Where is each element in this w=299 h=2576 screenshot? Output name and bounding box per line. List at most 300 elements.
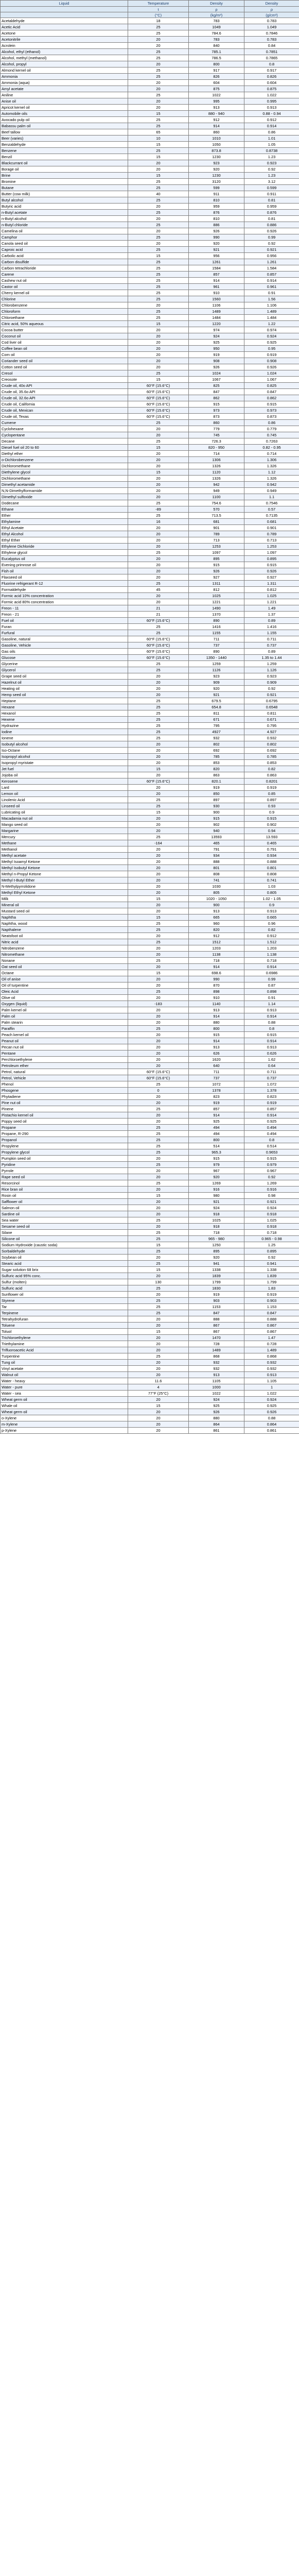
density-kgm3-cell: 873 <box>189 414 244 420</box>
density-kgm3-cell: 1489 <box>189 309 244 315</box>
density-kgm3-cell: 1097 <box>189 550 244 556</box>
table-row <box>1 1224 299 1230</box>
density-gcm3-cell: 0.925 <box>244 1118 299 1125</box>
temperature-cell: 20 <box>128 816 189 822</box>
density-kgm3-cell: 924 <box>189 333 244 340</box>
density-kgm3-cell: 494 <box>189 1131 244 1137</box>
temperature-cell: 20 <box>128 976 189 982</box>
table-row <box>1 778 299 785</box>
density-kgm3-cell: 840 <box>189 43 244 49</box>
liquid-name-cell: Water - heavy <box>1 1378 128 1384</box>
density-gcm3-cell: 1.025 <box>244 593 299 599</box>
density-gcm3-cell: 0.909 <box>244 680 299 686</box>
table-row <box>1 587 299 593</box>
liquid-name-cell: n-Butyl chloride <box>1 222 128 228</box>
liquid-name-cell: Canola seed oil <box>1 241 128 247</box>
density-gcm3-cell: 1.1 <box>244 494 299 500</box>
table-row <box>1 729 299 735</box>
liquid-name-cell: Hexanol <box>1 710 128 717</box>
liquid-name-cell: Automobile oils <box>1 111 128 117</box>
table-row <box>1 265 299 272</box>
table-row <box>1 364 299 370</box>
density-gcm3-cell: 1.326 <box>244 476 299 482</box>
density-gcm3-cell: 1.097 <box>244 550 299 556</box>
table-row <box>1 135 299 142</box>
table-row <box>1 865 299 871</box>
table-row <box>1 340 299 346</box>
density-kgm3-cell: 785 <box>189 754 244 760</box>
liquid-name-cell: Safflower oil <box>1 1199 128 1205</box>
density-kgm3-cell: 1072 <box>189 1081 244 1088</box>
density-gcm3-cell: 0.875 <box>244 86 299 92</box>
temperature-cell: 20 <box>128 302 189 309</box>
liquid-name-cell: Sea water <box>1 1217 128 1224</box>
density-gcm3-cell: 0.914 <box>244 1013 299 1020</box>
table-row <box>1 976 299 982</box>
table-row <box>1 884 299 890</box>
table-row <box>1 754 299 760</box>
liquid-name-cell: Butyl alcohol <box>1 197 128 204</box>
density-gcm3-cell: 0.921 <box>244 247 299 253</box>
temperature-cell: 25 <box>128 927 189 933</box>
density-gcm3-cell: 0.863 <box>244 772 299 778</box>
density-kgm3-cell: 979 <box>189 1162 244 1168</box>
liquid-name-cell: Acetonitrile <box>1 37 128 43</box>
liquid-name-cell: Formic acid 10% concentration <box>1 593 128 599</box>
density-kgm3-cell: 924 <box>189 1397 244 1403</box>
temperature-cell: 20 <box>128 327 189 333</box>
density-gcm3-cell: 0.911 <box>244 191 299 197</box>
temperature-cell: 20 <box>128 1415 189 1421</box>
table-row <box>1 259 299 265</box>
temperature-cell: 25 <box>128 735 189 741</box>
header-unit-kgm3: (kg/m³) <box>189 12 244 18</box>
temperature-cell: 45 <box>128 587 189 593</box>
table-row <box>1 1162 299 1168</box>
liquid-name-cell: Coffee bean oil <box>1 346 128 352</box>
density-kgm3-cell: 800 <box>189 1026 244 1032</box>
density-kgm3-cell: 718 <box>189 958 244 964</box>
table-row <box>1 593 299 599</box>
density-gcm3-cell: 0.6986 <box>244 970 299 976</box>
density-kgm3-cell: 919 <box>189 1100 244 1106</box>
density-kgm3-cell: 679.5 <box>189 698 244 704</box>
density-gcm3-cell: 1.269 <box>244 1180 299 1187</box>
table-row <box>1 506 299 513</box>
liquid-name-cell: Formaldehyde <box>1 587 128 593</box>
density-kgm3-cell: 1326 <box>189 476 244 482</box>
liquid-name-cell: Benzaldehyde <box>1 142 128 148</box>
table-row <box>1 1193 299 1199</box>
density-kgm3-cell: 786.5 <box>189 55 244 61</box>
table-row <box>1 1273 299 1279</box>
liquid-name-cell: Paraffin <box>1 1026 128 1032</box>
liquid-name-cell: Iodine <box>1 729 128 735</box>
density-gcm3-cell: 0.82 - 0.95 <box>244 445 299 451</box>
temperature-cell: 20 <box>128 1428 189 1434</box>
density-kgm3-cell: 1350 - 1440 <box>189 655 244 661</box>
density-gcm3-cell: 0.918 <box>244 1211 299 1217</box>
liquid-name-cell: Silane <box>1 1230 128 1236</box>
table-row <box>1 1366 299 1372</box>
density-gcm3-cell: 0.711 <box>244 1069 299 1075</box>
liquid-name-cell: Naphtha, wood <box>1 921 128 927</box>
liquid-name-cell: Milk <box>1 896 128 902</box>
table-row <box>1 908 299 914</box>
density-gcm3-cell: 0.714 <box>244 451 299 457</box>
temperature-cell: 60°F (15.6°C) <box>128 383 189 389</box>
liquid-name-cell: Kerosene <box>1 778 128 785</box>
density-kgm3-cell: 932 <box>189 1360 244 1366</box>
temperature-cell: 20 <box>128 1273 189 1279</box>
density-kgm3-cell: 4927 <box>189 729 244 735</box>
temperature-cell: 20 <box>128 1112 189 1118</box>
temperature-cell: 25 <box>128 438 189 445</box>
temperature-cell: 15 <box>128 111 189 117</box>
temperature-cell: 20 <box>128 80 189 86</box>
density-kgm3-cell: 880 <box>189 1020 244 1026</box>
liquid-name-cell: Propane, R-290 <box>1 1131 128 1137</box>
density-gcm3-cell: 0.895 <box>244 1248 299 1255</box>
table-row <box>1 1248 299 1255</box>
liquid-name-cell: Palm stearin <box>1 1020 128 1026</box>
liquid-name-cell: Benzil <box>1 154 128 160</box>
table-body <box>1 18 299 1434</box>
table-row <box>1 816 299 822</box>
density-gcm3-cell: 3.12 <box>244 179 299 185</box>
table-row <box>1 513 299 519</box>
temperature-cell: 20 <box>128 333 189 340</box>
liquid-name-cell: Rosin oil <box>1 1193 128 1199</box>
density-kgm3-cell: 728 <box>189 1341 244 1347</box>
table-row <box>1 1310 299 1316</box>
density-kgm3-cell: 868 <box>189 1353 244 1360</box>
temperature-cell: 20 <box>128 828 189 834</box>
liquid-name-cell: Mineral oil <box>1 902 128 908</box>
table-row <box>1 1106 299 1112</box>
density-kgm3-cell: 915 <box>189 816 244 822</box>
temperature-cell: 25 <box>128 1149 189 1156</box>
temperature-cell: 20 <box>128 1007 189 1013</box>
table-row <box>1 1255 299 1261</box>
density-kgm3-cell: 921 <box>189 247 244 253</box>
temperature-cell: 60°F (15.6°C) <box>128 414 189 420</box>
table-row <box>1 148 299 154</box>
temperature-cell: 20 <box>128 86 189 92</box>
header-symbol-rho2: ρ <box>244 7 299 12</box>
liquid-name-cell: Pine nut oil <box>1 1100 128 1106</box>
table-row <box>1 581 299 587</box>
header-symbol-t: t <box>128 7 189 12</box>
density-kgm3-cell: 1338 <box>189 1267 244 1273</box>
density-gcm3-cell: 0.932 <box>244 1360 299 1366</box>
density-gcm3-cell: 0.7263 <box>244 438 299 445</box>
temperature-cell: 60°F (15.6°C) <box>128 1069 189 1075</box>
liquid-name-cell: Ethyl Alcohol <box>1 531 128 537</box>
density-kgm3-cell: 919 <box>189 1292 244 1298</box>
density-gcm3-cell: 0.919 <box>244 1292 299 1298</box>
liquid-name-cell: Freon - 11 <box>1 605 128 612</box>
temperature-cell: 25 <box>128 185 189 191</box>
table-row <box>1 636 299 642</box>
density-kgm3-cell: 1259 <box>189 661 244 667</box>
density-kgm3-cell: 810 <box>189 197 244 204</box>
temperature-cell: 25 <box>128 723 189 729</box>
table-row <box>1 871 299 877</box>
liquid-name-cell: Tetrahydrofuran <box>1 1316 128 1323</box>
liquid-name-cell: Chloroform <box>1 309 128 315</box>
table-row <box>1 185 299 191</box>
density-kgm3-cell: 800 <box>189 1137 244 1143</box>
density-gcm3-cell: 0.926 <box>244 568 299 574</box>
density-gcm3-cell: 0.8 <box>244 1137 299 1143</box>
liquid-name-cell: Ethyl Acetate <box>1 525 128 531</box>
density-kgm3-cell: 934 <box>189 853 244 859</box>
table-row <box>1 1143 299 1149</box>
temperature-cell: 20 <box>128 1409 189 1415</box>
density-gcm3-cell: 1.839 <box>244 1273 299 1279</box>
table-row <box>1 673 299 680</box>
density-kgm3-cell: 911 <box>189 191 244 197</box>
liquid-name-cell: Rape seed oil <box>1 1174 128 1180</box>
density-gcm3-cell: 1.22 <box>244 321 299 327</box>
temperature-cell: 20 <box>128 995 189 1001</box>
density-gcm3-cell: 0.89 <box>244 649 299 655</box>
density-kgm3-cell: 895 <box>189 556 244 562</box>
density-gcm3-cell: 1.022 <box>244 92 299 98</box>
table-row <box>1 1125 299 1131</box>
temperature-cell: 15 <box>128 1329 189 1335</box>
temperature-cell: 20 <box>128 364 189 370</box>
liquid-name-cell: Mustard seed oil <box>1 908 128 914</box>
temperature-cell: 25 <box>128 24 189 30</box>
temperature-cell: 20 <box>128 476 189 482</box>
liquid-name-cell: Methyl Isobutyl Ketone <box>1 865 128 871</box>
temperature-cell: 15 <box>128 1193 189 1199</box>
density-kgm3-cell: 915 <box>189 562 244 568</box>
density-gcm3-cell: 0.853 <box>244 760 299 766</box>
liquid-name-cell: Apricot kernel oil <box>1 105 128 111</box>
density-kgm3-cell: 895 <box>189 1248 244 1255</box>
temperature-cell: 21 <box>128 605 189 612</box>
liquid-name-cell: Chlorobenzene <box>1 302 128 309</box>
density-kgm3-cell: 888 <box>189 1316 244 1323</box>
temperature-cell: 25 <box>128 797 189 803</box>
density-gcm3-cell: 4.927 <box>244 729 299 735</box>
liquid-name-cell: Soybean oil <box>1 1255 128 1261</box>
density-gcm3-cell: 1.261 <box>244 259 299 265</box>
density-gcm3-cell: 1 <box>244 1384 299 1391</box>
table-row <box>1 741 299 748</box>
density-kgm3-cell: 13593 <box>189 834 244 840</box>
density-kgm3-cell: 784.6 <box>189 30 244 37</box>
density-kgm3-cell: 912 <box>189 117 244 123</box>
table-row <box>1 309 299 315</box>
liquid-name-cell: Walnut oil <box>1 1372 128 1378</box>
density-kgm3-cell: 915 <box>189 1156 244 1162</box>
density-gcm3-cell: 1.024 <box>244 370 299 377</box>
liquid-name-cell: Peach kernel oil <box>1 1032 128 1038</box>
liquid-name-cell: Pyridine <box>1 1162 128 1168</box>
density-kgm3-cell: 925 <box>189 340 244 346</box>
density-gcm3-cell: 1.489 <box>244 1347 299 1353</box>
header-liquid: Liquid <box>1 1 128 7</box>
table-row <box>1 1304 299 1310</box>
table-row <box>1 49 299 55</box>
table-row <box>1 902 299 908</box>
density-kgm3-cell: 1620 <box>189 1057 244 1063</box>
table-row <box>1 247 299 253</box>
density-kgm3-cell: 930 <box>189 803 244 809</box>
liquid-name-cell: Sorbaldehyde <box>1 1248 128 1255</box>
density-gcm3-cell: 0.919 <box>244 785 299 791</box>
density-gcm3-cell: 1.25 <box>244 1242 299 1248</box>
temperature-cell: 20 <box>128 1224 189 1230</box>
temperature-cell: 25 <box>128 1131 189 1137</box>
density-gcm3-cell: 0.737 <box>244 642 299 649</box>
density-gcm3-cell: 0.919 <box>244 352 299 358</box>
liquid-name-cell: Margarine <box>1 828 128 834</box>
density-kgm3-cell: 1799 <box>189 1279 244 1285</box>
density-kgm3-cell: 626 <box>189 1050 244 1057</box>
density-gcm3-cell: 1.12 <box>244 469 299 476</box>
density-gcm3-cell: 0.88 <box>244 1020 299 1026</box>
table-row <box>1 952 299 958</box>
table-row <box>1 809 299 816</box>
density-kgm3-cell: 847 <box>189 389 244 395</box>
density-kgm3-cell: 1025 <box>189 1217 244 1224</box>
table-row <box>1 315 299 321</box>
liquid-name-cell: Neatsfoot oil <box>1 933 128 939</box>
density-kgm3-cell: 783 <box>189 37 244 43</box>
density-kgm3-cell: 853 <box>189 760 244 766</box>
density-kgm3-cell: 920 <box>189 1255 244 1261</box>
table-row <box>1 599 299 605</box>
liquid-name-cell: Triethylamine <box>1 1341 128 1347</box>
liquid-name-cell: Crude oil, 35.6o API <box>1 389 128 395</box>
temperature-cell: 20 <box>128 1397 189 1403</box>
table-row <box>1 463 299 469</box>
density-gcm3-cell: 1.02 - 1.05 <box>244 896 299 902</box>
density-gcm3-cell: 0.92 <box>244 1174 299 1180</box>
liquid-name-cell: Dichloromethane <box>1 476 128 482</box>
density-gcm3-cell: 0.8 <box>244 1026 299 1032</box>
density-kgm3-cell: 914 <box>189 1038 244 1044</box>
table-row <box>1 272 299 278</box>
table-row <box>1 451 299 457</box>
density-kgm3-cell: 886 <box>189 222 244 228</box>
density-kgm3-cell: 1584 <box>189 265 244 272</box>
table-header <box>1 1 299 18</box>
liquid-name-cell: Evening primrose oil <box>1 562 128 568</box>
density-kgm3-cell: 857 <box>189 272 244 278</box>
temperature-cell: 25 <box>128 698 189 704</box>
table-row <box>1 717 299 723</box>
density-gcm3-cell: 1.23 <box>244 173 299 179</box>
table-row <box>1 562 299 568</box>
table-row <box>1 1421 299 1428</box>
density-kgm3-cell: 820.1 <box>189 778 244 785</box>
density-kgm3-cell: 1230 <box>189 173 244 179</box>
temperature-cell: 20 <box>128 457 189 463</box>
table-row <box>1 921 299 927</box>
liquid-name-cell: Peanut oil <box>1 1038 128 1044</box>
temperature-cell: 20 <box>128 754 189 760</box>
table-row <box>1 859 299 865</box>
density-gcm3-cell: 1.37 <box>244 612 299 618</box>
liquid-name-cell: Terpinene <box>1 1310 128 1316</box>
liquid-name-cell: Coconut oil <box>1 333 128 340</box>
density-gcm3-cell: 0.867 <box>244 1323 299 1329</box>
table-row <box>1 166 299 173</box>
density-gcm3-cell: 0.902 <box>244 822 299 828</box>
liquid-name-cell: Sugar solution 68 brix <box>1 1267 128 1273</box>
table-row <box>1 445 299 451</box>
density-kgm3-cell: 808 <box>189 871 244 877</box>
table-row <box>1 1211 299 1217</box>
temperature-cell: 21 <box>128 612 189 618</box>
table-row <box>1 772 299 778</box>
density-gcm3-cell: 0.916 <box>244 1187 299 1193</box>
liquid-name-cell: Ethylene Dichloride <box>1 544 128 550</box>
liquid-name-cell: Cherry kernel oil <box>1 290 128 296</box>
density-gcm3-cell: 1.584 <box>244 265 299 272</box>
density-kgm3-cell: 897 <box>189 797 244 803</box>
density-kgm3-cell: 1106 <box>189 302 244 309</box>
temperature-cell: 20 <box>128 105 189 111</box>
temperature-cell: 60°F (15.6°C) <box>128 649 189 655</box>
liquid-name-cell: Styrene <box>1 1298 128 1304</box>
table-row <box>1 327 299 333</box>
liquid-name-cell: Methanol <box>1 846 128 853</box>
table-row <box>1 964 299 970</box>
density-gcm3-cell: 0.91 <box>244 290 299 296</box>
table-row <box>1 846 299 853</box>
table-row <box>1 680 299 686</box>
liquid-name-cell: Carbolic acid <box>1 253 128 259</box>
temperature-cell: 25 <box>128 370 189 377</box>
density-kgm3-cell: 915 <box>189 1032 244 1038</box>
temperature-cell: 20 <box>128 945 189 952</box>
table-row <box>1 574 299 581</box>
table-row <box>1 822 299 828</box>
temperature-cell: 20 <box>128 1044 189 1050</box>
liquid-name-cell: Phenol <box>1 1081 128 1088</box>
density-gcm3-cell: 1.47 <box>244 1335 299 1341</box>
liquid-name-cell: Bromine <box>1 179 128 185</box>
temperature-cell: 60°F (15.6°C) <box>128 636 189 642</box>
density-kgm3-cell: 1049 <box>189 24 244 30</box>
table-row <box>1 302 299 309</box>
temperature-cell: 20 <box>128 574 189 581</box>
temperature-cell: 25 <box>128 1261 189 1267</box>
liquid-name-cell: Oil of turpentine <box>1 982 128 989</box>
temperature-cell: 25 <box>128 117 189 123</box>
table-row <box>1 414 299 420</box>
density-gcm3-cell: 0.737 <box>244 1075 299 1081</box>
temperature-cell: 20 <box>128 1366 189 1372</box>
density-gcm3-cell: 1.306 <box>244 457 299 463</box>
density-kgm3-cell: 924 <box>189 1205 244 1211</box>
density-gcm3-cell: 1.62 <box>244 1057 299 1063</box>
liquid-name-cell: Pecan nut oil <box>1 1044 128 1050</box>
density-kgm3-cell: 926 <box>189 1409 244 1415</box>
liquid-name-cell: Methyl n-Propyl Ketone <box>1 871 128 877</box>
liquid-name-cell: Nonane <box>1 958 128 964</box>
table-row <box>1 877 299 884</box>
temperature-cell: 20 <box>128 964 189 970</box>
density-gcm3-cell: 0.923 <box>244 160 299 166</box>
